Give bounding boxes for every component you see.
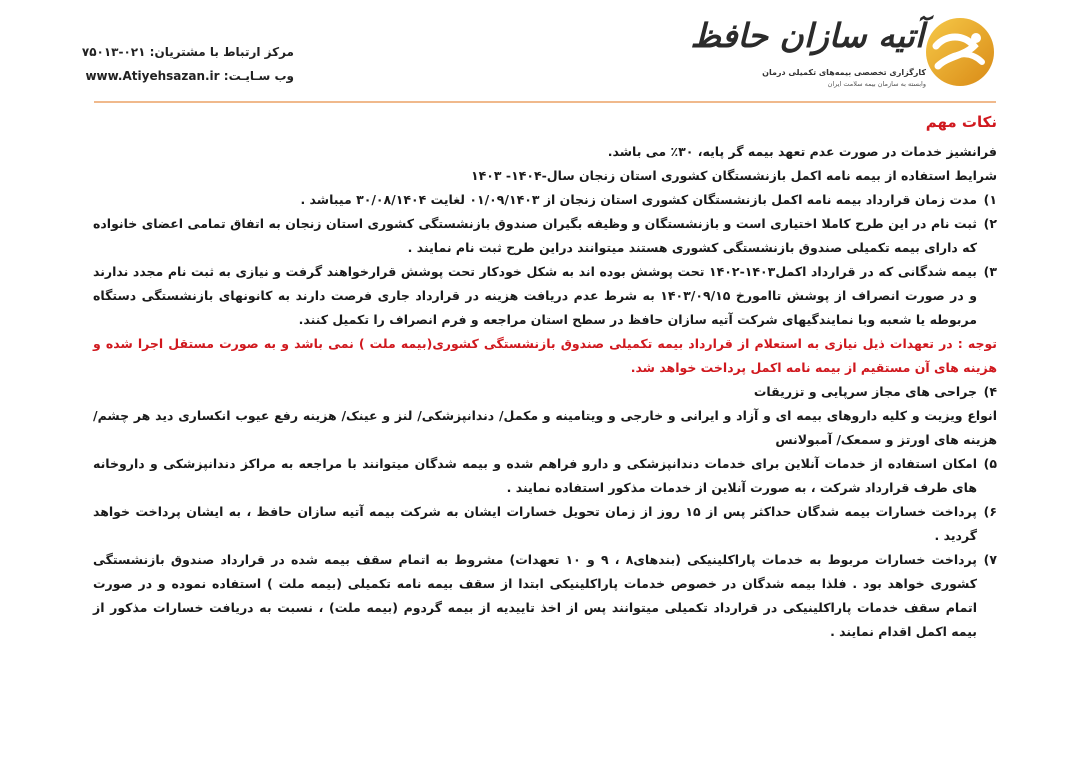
covered-services-detail: انواع ویزیت و کلیه داروهای بیمه ای و آزاد و ایرانی و خارجی و ویتامینه و مکمل/ دندانپزشکی/ لنز و عینک/ هزینه رفع عیوب انکساری دید هر چشم/ هزینه های اورتز و سمعک/ آمبولانس — [93, 408, 997, 447]
company-logo — [690, 10, 1002, 96]
item-number: ۷) — [983, 552, 997, 567]
logo-emblem-icon — [924, 16, 996, 88]
list-item — [93, 212, 997, 260]
item-text: امکان استفاده از خدمات آنلاین برای خدمات دندانپزشکی و دارو فراهم شده و بیمه شدگان میتوانند با مراجعه به مراکز دندانپزشکی و داروخانه های طرف قرارداد شرکت ، به صورت آنلاین از خدمات مذکور استفاده نمایند . — [93, 456, 977, 495]
contact-block — [81, 40, 294, 88]
conditions-list — [93, 188, 997, 332]
list-item — [93, 452, 997, 500]
logo-tagline: وابسته به سازمان بیمه سلامت ایران — [827, 80, 926, 88]
item-number: ۴) — [983, 384, 997, 399]
conditions-title: شرایط استفاده از بیمه نامه اکمل بازنشستگان کشوری استان زنجان سال-۱۴۰۴- ۱۴۰۳ — [470, 168, 997, 183]
header-divider — [94, 101, 996, 103]
item-text: پرداخت خسارات بیمه شدگان حداکثر پس از ۱۵ روز از زمان تحویل خسارات ایشان به شرکت بیمه آتیه سازان حافظ ، به ایشان پرداخت خواهد گردید . — [93, 504, 977, 543]
list-item — [93, 260, 997, 332]
item-text: پرداخت خسارات مربوط به خدمات پاراکلینیکی (بندهای۸ ، ۹ و ۱۰ تعهدات) مشروط به اتمام سقف بیمه شده در قرارداد صندوق بازنشستگی کشوری خواهد بود . فلذا بیمه شدگان در خصوص خدمات پاراکلینیکی ابتدا از سقف بیمه نامه تکمیلی (بیمه ملت ) استفاده نموده و در صورت اتمام سقف خدمات پاراکلینیکی در قرارداد تکمیلی میتوانند پس از اخذ تاییدیه از بیمه گردوم (بیمه ملت) ، نسبت به دریافت خسارات مذکور از بیمه اکمل اقدام نمایند . — [93, 552, 977, 639]
section-heading: نکات مهم — [925, 113, 997, 131]
conditions-list-continued — [93, 452, 997, 644]
item-number: ۶) — [983, 504, 997, 519]
website-url[interactable]: www.Atiyehsazan.ir — [85, 69, 220, 83]
important-notes-section — [93, 108, 997, 644]
item-number: ۱) — [983, 192, 997, 207]
page-header — [0, 0, 1086, 102]
item-text: جراحی های مجاز سرپایی و تزریقات — [753, 384, 977, 399]
list-item — [93, 188, 997, 212]
customer-service-line — [81, 40, 294, 64]
contact-label: مرکز ارتباط با مشتریان: — [149, 45, 294, 59]
list-item — [93, 500, 997, 548]
website-label: وب سـایـت: — [223, 69, 294, 83]
item-number: ۳) — [983, 264, 997, 279]
item-number: ۲) — [983, 216, 997, 231]
item-number: ۵) — [983, 456, 997, 471]
phone-number: ۰۲۱-۷۵۰۱۳ — [81, 45, 146, 59]
website-line — [85, 64, 294, 88]
item-text: بیمه شدگانی که در قرارداد اکمل۱۴۰۳-۱۴۰۲ تحت پوشش بوده اند به شکل خودکار تحت پوشش قرارخواهند گرفت و نیازی به ثبت نام مجدد ندارند و در صورت انصراف از پوشش تاامورخ ۱۴۰۳/۰۹/۱۵ به شرط عدم دریافت هزینه در قرارداد جاری فرصت دارند به کانونهای بازنشستگی دستگاه مربوطه یا شعبه وبا نمایندگیهای شرکت آتیه سازان حافظ در سطح استان مراجعه و فرم انصراف را تکمیل کنند. — [93, 264, 977, 327]
item-text: مدت زمان قرارداد بیمه نامه اکمل بازنشستگان کشوری استان زنجان از ۰۱/۰۹/۱۴۰۳ لغایت ۳۰/۰۸/۱۴۰۴ میباشد . — [300, 192, 977, 207]
logo-subtitle: کارگزاری تخصصی بیمه‌های تکمیلی درمان — [762, 68, 926, 77]
item-text: ثبت نام در این طرح کاملا اختیاری است و بازنشستگان و وظیفه بگیران صندوق بازنشستگی کشوری استان زنجان به اتفاق تمامی اعضای خانواده که دارای بیمه تکمیلی صندوق بازنشستگی کشوری هستند میتوانند دراین طرح ثبت نام نمایند . — [93, 216, 977, 255]
list-item — [93, 548, 997, 644]
logo-title: آتیه سازان حافظ — [690, 16, 924, 55]
list-item — [93, 380, 997, 404]
franchise-note: فرانشیز خدمات در صورت عدم تعهد بیمه گر پایه، ۳۰٪ می باشد. — [607, 144, 997, 159]
attention-note: توجه : در تعهدات ذیل نیازی به استعلام از قرارداد بیمه تکمیلی صندوق بازنشستگی کشوری(بیمه ملت ) نمی باشد و به صورت مستقل اجرا شده و هزینه های آن مستقیم از بیمه نامه اکمل پرداخت خواهد شد. — [93, 336, 997, 375]
